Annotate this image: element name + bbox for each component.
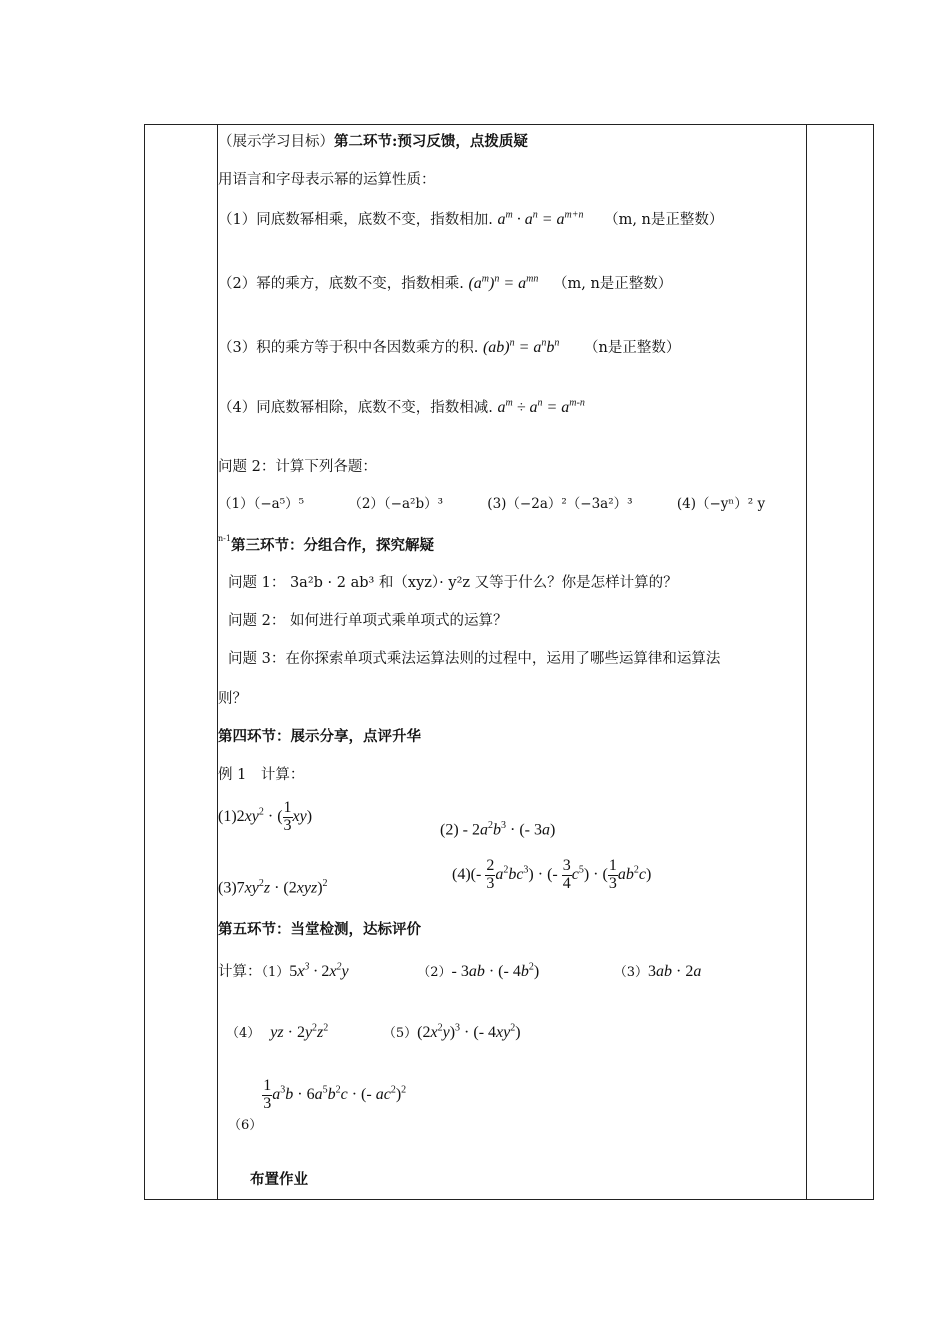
section3-question-3: 问题 3：在你探索单项式乘法运算法则的过程中，运用了哪些运算律和运算法 [228, 651, 721, 667]
exercise-5: $(2x^2y)^3$ · (- $4xy^2$) [417, 1022, 521, 1041]
rule-1-note: （m, n是正整数） [604, 212, 724, 228]
section3-question-3-cont: 则？ [218, 691, 247, 707]
intro-paren: （展示学习目标） [218, 134, 334, 150]
rule-3 [218, 336, 680, 357]
problem-2-item-3: (3)（−2a）²（−3a²）³ [487, 496, 633, 512]
homework-label: 布置作业 [250, 1171, 308, 1188]
rule-1-formula: $a^m \cdot a^n = a^{m+n}$ [497, 209, 584, 228]
exercise-6: $\frac{1}{3}$ $a^3b \cdot 6a^5b^2c$ · (- $ac^2)^2$ [263, 1077, 407, 1112]
rule-2-text: （2）幂的乘方，底数不变，指数相乘. [218, 276, 464, 292]
section2-subtitle: 用语言和字母表示幂的运算性质： [218, 172, 436, 188]
example-item-3: $(3)7xy^2z \cdot (2xyz)^2$ [218, 878, 328, 897]
section5-title: 第五环节：当堂检测，达标评价 [218, 921, 421, 938]
problem-2-item-4-exponent: n-1 [218, 534, 231, 543]
section2-title: 第二环节:预习反馈，点拨质疑 [334, 133, 528, 150]
exercise-4: yz · $2y^2z^2$ [270, 1022, 329, 1041]
rule-2 [218, 272, 672, 293]
rule-2-note: （m, n是正整数） [552, 276, 673, 292]
problem-2-item-4: (4)（−yⁿ）² y [676, 496, 766, 512]
exercise-2: - 3ab · (- $4b^2$) [451, 961, 540, 980]
exercise-row-1: 计算：$(1)5x^3 \cdot 2x^2y$ （2）- 3ab · (- $4b^2$) （3）3ab · 2a [218, 961, 702, 980]
fraction-two-thirds: $\frac{2}{3}$ [486, 857, 495, 892]
rule-3-note: （n是正整数） [584, 340, 681, 356]
problem-2-item-1: （1）（−a⁵）⁵ [218, 496, 305, 512]
column-divider-right [806, 125, 807, 1199]
rule-3-text: （3）积的乘方等于积中各因数乘方的积. [218, 340, 479, 356]
fraction-one-third: $\frac{1}{3}$ [283, 799, 292, 834]
rule-4-formula: $a^m \div a^n = a^{m-n}$ [497, 397, 585, 416]
problem-2-item-2: （2）（−a²b）³ [348, 496, 443, 512]
example-item-1: $(1)2xy^2$ · ( $\frac{1}{3}$ xy) [218, 799, 313, 834]
example-1-label: 例 1 计算： [218, 767, 305, 783]
section3-question-2: 问题 2： 如何进行单项式乘单项式的运算？ [228, 613, 508, 629]
rule-1 [218, 208, 723, 229]
exercise-3: 3ab · 2a [648, 963, 702, 980]
exercise-label: 计算： [218, 964, 262, 980]
example-item-4: (4)(- $\frac{2}{3}$ $a^2bc^3$) · (- $\frac{3}{4}$ $c^5$) · ( $\frac{1}{3}$ $ab^2c$) [452, 857, 652, 892]
exercise-1: $5x^3 \cdot 2x^2y$ [289, 961, 349, 980]
exercise-row-2: （4） yz · $2y^2z^2$ $(5)(2x^2y)^3$ · (- $4xy^2$) [226, 1022, 521, 1041]
section3-heading [218, 534, 434, 555]
exercise-row-3: （6） $\frac{1}{3}$ $a^3b \cdot 6a^5b^2c$ · (- $ac^2)^2$ [228, 1077, 407, 1133]
example-item-2: $(2) - 2a^2b^3$ · (- 3a) [440, 820, 556, 839]
fraction-one-third: $\frac{1}{3}$ [263, 1077, 272, 1112]
problem-2-items [218, 492, 765, 512]
rule-2-formula: $(a^m)^n = a^{mn}$ [468, 273, 539, 292]
section2-heading [218, 130, 528, 151]
rule-1-text: （1）同底数幂相乘，底数不变，指数相加. [218, 212, 493, 228]
section3-title: 第三环节：分组合作，探究解疑 [230, 537, 434, 554]
section3-question-1: 问题 1： 3a²b · 2 ab³ 和（xyz）· y²z 又等于什么？你是怎样计算的？ [228, 575, 678, 591]
section4-title: 第四环节：展示分享，点评升华 [218, 728, 421, 745]
fraction-three-quarters: $\frac{3}{4}$ [562, 857, 571, 892]
rule-3-formula: $(ab)^n = a^nb^n$ [482, 337, 560, 356]
problem-2-title: 问题 2：计算下列各题： [218, 459, 377, 475]
rule-4 [218, 396, 585, 417]
rule-4-text: （4）同底数幂相除，底数不变，指数相减. [218, 400, 493, 416]
fraction-one-third: $\frac{1}{3}$ [608, 857, 617, 892]
